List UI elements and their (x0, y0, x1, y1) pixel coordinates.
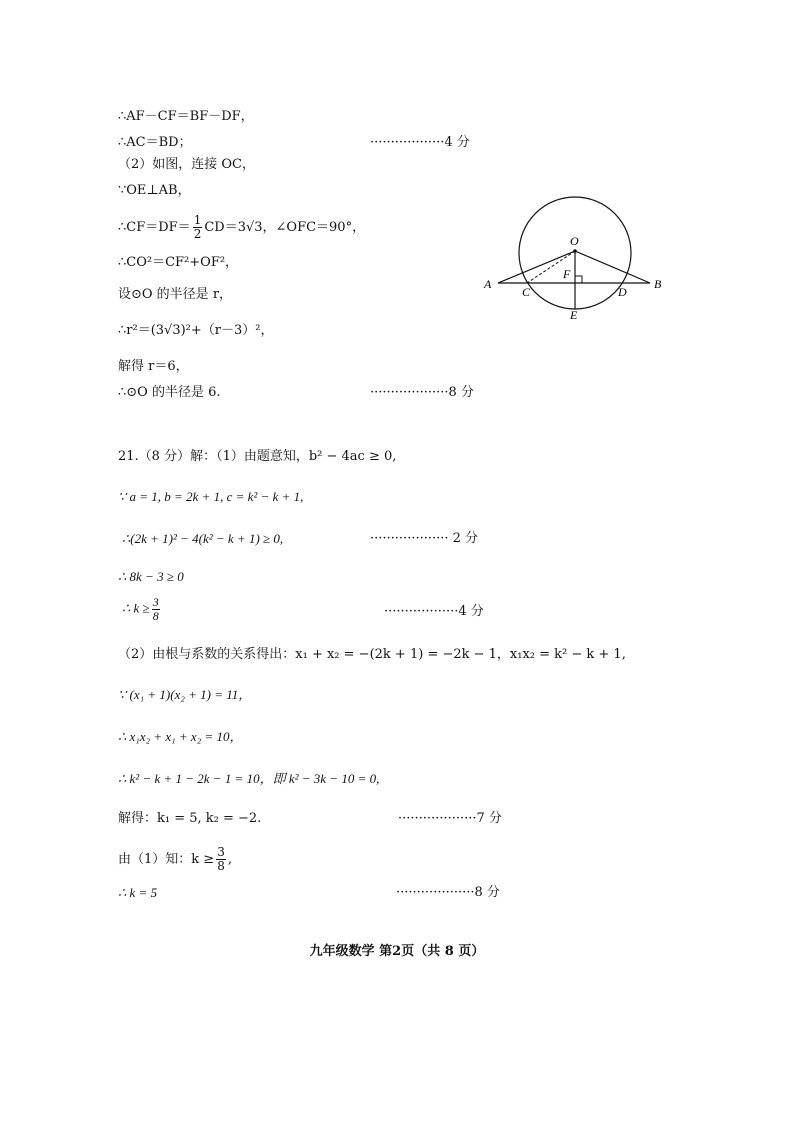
fraction-num: 1 (193, 213, 202, 227)
q21-line-6: （2）由根与系数的关系得出：x₁ + x₂ = −(2k + 1) = −2k − 1，x₁x₂ = k² − k + 1, (118, 647, 626, 662)
label-f: F (563, 267, 571, 281)
label-d: D (618, 285, 627, 299)
proof-line-5-a: ∴CF＝DF＝ (118, 220, 191, 235)
proof-line-6: ∴CO²＝CF²+OF²， (118, 255, 239, 270)
q21-line-9: ∴ k² − k + 1 − 2k − 1 = 10，即 k² − 3k − 10 = 0, (118, 771, 380, 786)
score-mark-4b: ··················4 分 (384, 604, 484, 619)
score-mark-8b: ···················8 分 (396, 885, 500, 900)
fraction-den: 2 (193, 227, 202, 241)
q21-line-11-b: , (227, 852, 232, 867)
fraction-num: 3 (217, 845, 225, 859)
fraction-half (193, 214, 203, 241)
right-angle-mark (575, 276, 582, 283)
proof-line-10: ∴⊙O 的半径是 6. (118, 385, 221, 400)
proof-line-9: 解得 r＝6， (118, 359, 189, 374)
page-footer: 九年级数学 第2页（共 8 页） (309, 944, 485, 959)
proof-line-2: ∴AC＝BD； (118, 135, 192, 150)
label-c: C (522, 285, 531, 299)
proof-line-3: （2）如图，连接 OC， (118, 157, 256, 172)
q21-line-3: ∴(2k + 1)² − 4(k² − k + 1) ≥ 0, (122, 531, 284, 546)
q21-line-11-a: 由（1）知：k ≥ (118, 852, 215, 867)
fraction-den: 8 (152, 609, 159, 623)
score-mark-2: ··················· 2 分 (370, 531, 479, 546)
q21-line-2: ∵ a = 1, b = 2k + 1, c = k² − k + 1, (118, 489, 304, 504)
q21-line-11 (118, 846, 232, 873)
fraction-3-8 (152, 596, 160, 623)
label-b: B (654, 277, 662, 291)
q21-line-10: 解得：k₁ = 5, k₂ = −2. (118, 811, 262, 826)
fraction-den: 8 (217, 859, 225, 873)
proof-line-8: ∴r²＝(3√3)²+（r－3）²， (118, 323, 274, 338)
label-e: E (570, 308, 578, 322)
proof-line-4: ∵OE⊥AB， (118, 183, 191, 198)
q21-line-4: ∴ 8k − 3 ≥ 0 (118, 569, 184, 584)
proof-line-1: ∴AF－CF＝BF－DF， (118, 109, 254, 124)
line-ob (575, 251, 650, 283)
score-mark-4: ··················4 分 (370, 135, 470, 150)
label-a: A (484, 277, 492, 291)
q21-line-12: ∴ k = 5 (118, 885, 158, 900)
proof-line-5-b: CD＝3√3，∠OFC＝90°， (204, 220, 366, 235)
point-o (573, 249, 577, 253)
q21-line-8: ∴ x₁x₂ + x₁ + x₂ = 10， (118, 729, 243, 744)
score-mark-8: ···················8 分 (370, 385, 474, 400)
proof-line-7: 设⊙O 的半径是 r， (118, 287, 233, 302)
q21-heading: 21.（8 分）解：（1）由题意知，b² − 4ac ≥ 0, (118, 449, 397, 464)
score-mark-7: ···················7 分 (398, 811, 502, 826)
fraction-num: 3 (152, 595, 159, 609)
label-o: O (570, 234, 579, 248)
q21-line-7: ∵ (x₁ + 1)(x₂ + 1) = 11， (118, 687, 252, 702)
q21-line-5 (122, 596, 162, 623)
circle-figure (480, 195, 670, 325)
proof-line-5 (118, 214, 365, 241)
q21-line-5-a: ∴ k ≥ (122, 600, 150, 616)
fraction-3-8-b (216, 846, 226, 873)
